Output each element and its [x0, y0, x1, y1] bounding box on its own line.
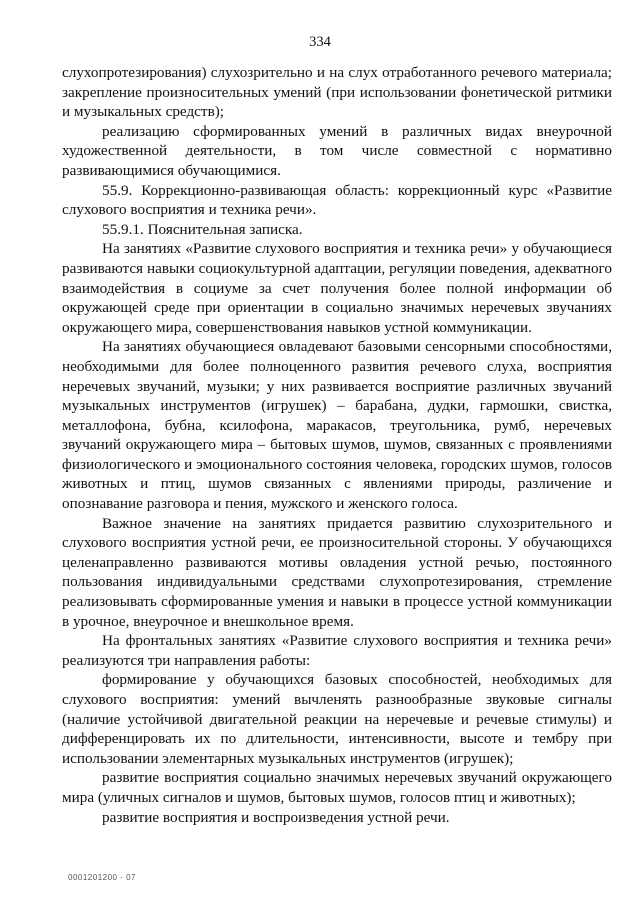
paragraph-extracurricular: реализацию сформированных умений в различных видах внеурочной художественной деятельности, в том числе совместной с нормативно развивающимися обучающимися.	[62, 122, 612, 179]
section-heading-55-9-1: 55.9.1. Пояснительная записка.	[102, 220, 303, 238]
list-item-basic-abilities: формирование у обучающихся базовых способностей, необходимых для слухового восприятия: умений вычленять разнообразные звуковые сигналы (наличие устойчивой двигательной реакции на неречевые и речевые стимулы) и дифференцировать их по длительности, интенсивности, высоте и тембру при использовании элементарных музыкальных инструментов (игрушек);	[62, 671, 612, 767]
list-item-nonspeech-sounds: развитие восприятия социально значимых неречевых звучаний окружающего мира (уличных сигналов и шумов, бытовых шумов, голосов птиц и животных);	[62, 769, 612, 806]
list-item-oral-speech: развитие восприятия и воспроизведения устной речи.	[102, 808, 450, 826]
paragraph-speech-perception: Важное значение на занятиях придается развитию слухозрительного и слухового восприятия устной речи, ее произносительной стороны. У обучающихся целенаправленно развиваются мотивы овладения устной речью, постоянного пользования индивидуальными средствами слухопротезирования, стремление реализовывать сформированные умения и навыки в процессе устной коммуникации в урочное, внеурочное и внешкольное время.	[62, 514, 612, 630]
paragraph-continuation: слухопротезирования) слухозрительно и на слух отработанного речевого материала; закрепление произносительных умений (при использовании фонетической ритмики и музыкальных средств);	[62, 64, 612, 121]
paragraph-frontal-lessons: На фронтальных занятиях «Развитие слухового восприятия и техника речи» реализуются три направления работы:	[62, 632, 612, 669]
footer-code: 0001201200 - 07	[68, 873, 136, 882]
paragraph-sensory-abilities: На занятиях обучающиеся овладевают базовыми сенсорными способностями, необходимыми для более полноценного развития речевого слуха, восприятия неречевых звучаний, музыки; у них развивается восприятие различных звучаний музыкальных инструментов (игрушек) – барабана, дудки, гармошки, свистка, металлофона, бубна, ксилофона, маракасов, треугольника, румб, неречевых звучаний окружающего мира – бытовых шумов, шумов, связанных с проявлениями физиологического и эмоционального состояния человека, городских шумов, голосов животных и птиц, шумов связанных с явлениями природы, различение и опознавание разговора и пения, мужского и женского голоса.	[62, 338, 612, 513]
page-number: 334	[309, 34, 331, 50]
paragraph-course-goals: На занятиях «Развитие слухового восприятия и техника речи» у обучающиеся развиваются навыки социокультурной адаптации, регуляции поведения, адекватного взаимодействия в социуме за счет получения более полной информации об окружающей среде при ориентации в социально значимых неречевых звучаниях окружающего мира, совершенствования навыков устной коммуникации.	[62, 240, 612, 336]
section-heading-55-9: 55.9. Коррекционно-развивающая область: коррекционный курс «Развитие слухового восприятия и техника речи».	[62, 181, 612, 219]
document-body	[62, 63, 612, 827]
